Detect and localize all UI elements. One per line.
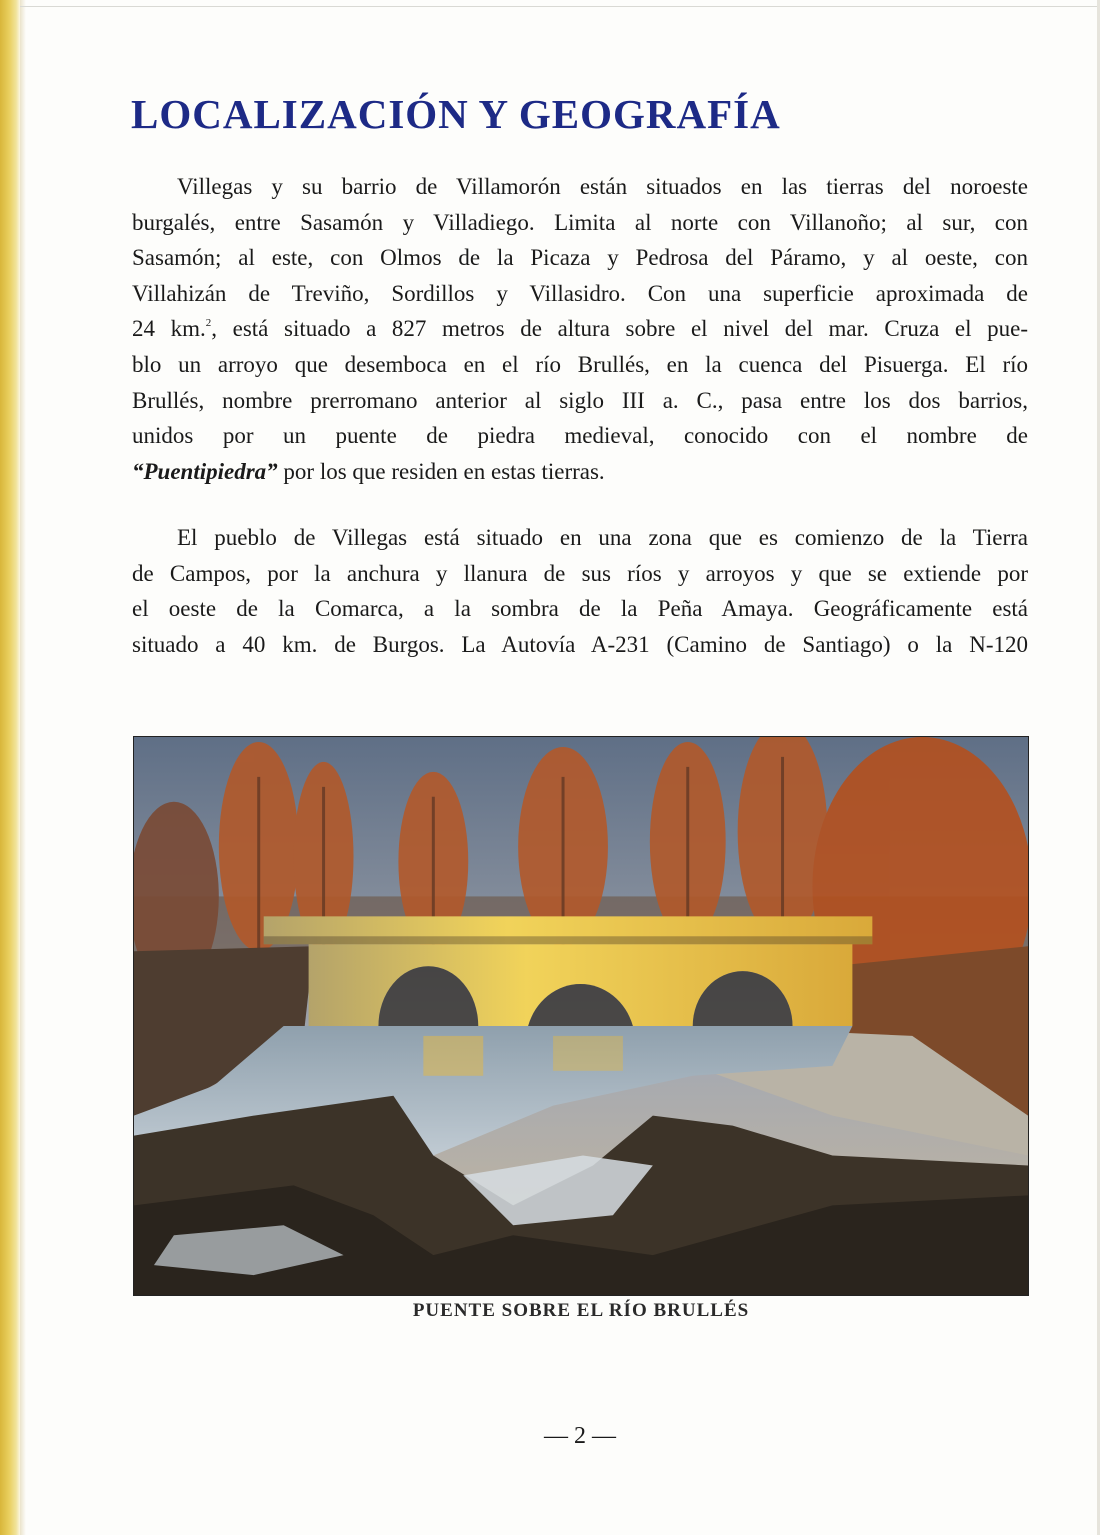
area-value: 24 km. xyxy=(132,316,206,342)
text-line: burgalés, entre Sasamón y Villadiego. Limita al norte con Villanoño; al sur, con xyxy=(132,209,1028,235)
text-line: unidos por un puente de piedra medieval, conocido con el nombre de xyxy=(132,423,1028,449)
page-title: LOCALIZACIÓN Y GEOGRAFÍA xyxy=(131,91,781,137)
text-line: de Campos, por la anchura y llanura de sus ríos y arroyos y que se extiende por xyxy=(132,560,1028,586)
text-line: Brullés, nombre prerromano anterior al siglo III a. C., pasa entre los dos barrios, xyxy=(132,387,1028,413)
text-line: blo un arroyo que desemboca en el río Brullés, en la cuenca del Pisuerga. El río xyxy=(132,351,1028,377)
text-line: Villegas y su barrio de Villamorón están situados en las tierras del noroeste xyxy=(177,174,1028,199)
binding-edge xyxy=(0,0,20,1535)
area-superscript: 2 xyxy=(205,317,212,330)
bridge-photo xyxy=(133,736,1029,1296)
top-rule xyxy=(20,6,1098,7)
area-rest: , está situado a 827 metros de altura sobre el nivel del mar. Cruza el pue- xyxy=(211,316,1028,342)
bridge-name-emphasis: “Puentipiedra” xyxy=(132,458,278,484)
text-line: situado a 40 km. de Burgos. La Autovía A-231 (Camino de Santiago) o la N-120 xyxy=(132,631,1028,657)
text-line-final xyxy=(132,454,1028,490)
final-rest: por los que residen en estas tierras. xyxy=(277,458,605,484)
text-line: El pueblo de Villegas está situado en una zona que es comienzo de la Tierra xyxy=(177,525,1028,550)
paragraph-geography xyxy=(132,520,1028,662)
bridge-photo-illustration xyxy=(134,737,1028,1295)
paragraph-location xyxy=(132,169,1028,489)
text-line: Sasamón; al este, con Olmos de la Picaza y Pedrosa del Páramo, y al oeste, con xyxy=(132,245,1028,271)
page-number: — 2 — xyxy=(544,1423,616,1449)
text-line: el oeste de la Comarca, a la sombra de la Peña Amaya. Geográficamente está xyxy=(132,596,1028,622)
photo-caption: PUENTE SOBRE EL RÍO BRULLÉS xyxy=(412,1300,750,1321)
text-line: Villahizán de Treviño, Sordillos y Villasidro. Con una superficie aproximada de xyxy=(132,280,1028,306)
text-line-area xyxy=(132,311,1028,347)
